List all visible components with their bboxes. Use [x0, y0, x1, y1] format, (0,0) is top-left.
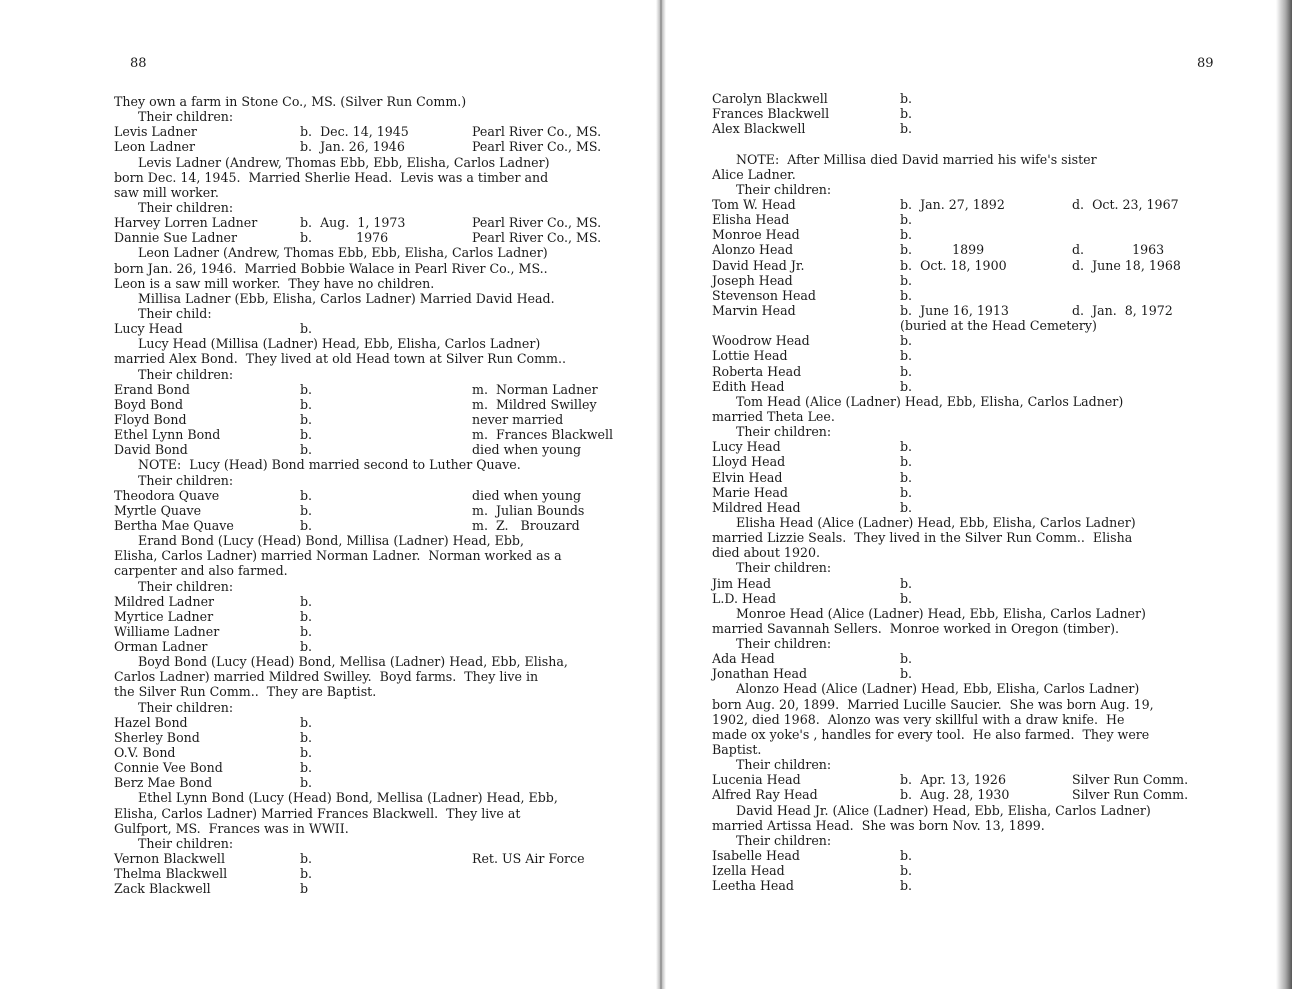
line-text: Orman Ladner — [114, 639, 208, 655]
text-line — [712, 348, 1252, 363]
text-line — [114, 473, 644, 488]
line-text: Levis Ladner — [114, 124, 197, 140]
line-text: Floyd Bond — [114, 411, 187, 427]
line-column-1: b. — [300, 760, 313, 776]
text-line — [114, 790, 644, 805]
line-text: Myrtle Quave — [114, 502, 202, 518]
text-line — [114, 291, 644, 306]
text-line — [114, 200, 644, 215]
text-line — [114, 109, 644, 124]
line-text: Alfred Ray Head — [712, 787, 818, 803]
text-line — [114, 836, 644, 851]
line-text: Their children: — [712, 757, 832, 773]
text-line — [114, 367, 644, 382]
text-line — [712, 242, 1252, 257]
line-column-1: b. — [300, 851, 313, 867]
text-line — [114, 276, 644, 291]
line-column-1: b. Jan. 26, 1946 — [300, 139, 405, 155]
text-line — [114, 609, 644, 624]
text-line — [114, 397, 644, 412]
line-text: Elvin Head — [712, 469, 783, 485]
line-column-1: b. — [900, 499, 913, 515]
book-gutter — [656, 0, 666, 989]
line-text: Alice Ladner. — [712, 166, 796, 182]
text-line — [712, 863, 1252, 878]
text-line — [114, 594, 644, 609]
text-line — [114, 851, 644, 866]
line-column-1: b. — [900, 348, 913, 364]
text-line — [712, 878, 1252, 893]
line-column-1: b. — [900, 227, 913, 243]
line-column-2: d. Jan. 8, 1972 — [1072, 302, 1173, 318]
line-column-1: b. — [300, 639, 313, 655]
line-text: Izella Head — [712, 863, 785, 879]
line-column-1: b. — [300, 381, 313, 397]
line-column-2: Silver Run Comm. — [1072, 787, 1189, 803]
line-text: Leon is a saw mill worker. They have no children. — [114, 275, 435, 291]
line-column-1: b. — [300, 608, 313, 624]
text-line — [712, 833, 1252, 848]
line-column-2: d. Oct. 23, 1967 — [1072, 196, 1179, 212]
text-line — [114, 94, 644, 109]
text-line — [712, 136, 1252, 151]
line-text: Their children: — [114, 835, 234, 851]
line-text: Baptist. — [712, 742, 762, 758]
text-line — [114, 457, 644, 472]
text-line — [712, 394, 1252, 409]
line-text: Tom Head (Alice (Ladner) Head, Ebb, Elisha, Carlos Ladner) — [712, 393, 1124, 409]
text-line — [712, 303, 1252, 318]
text-line — [712, 182, 1252, 197]
text-line — [114, 806, 644, 821]
line-text: Thelma Blackwell — [114, 866, 228, 882]
line-text: Their children: — [114, 699, 234, 715]
line-column-1: b. — [900, 848, 913, 864]
text-line — [114, 245, 644, 260]
line-text: married Lizzie Seals. They lived in the Silver Run Comm.. Elisha — [712, 530, 1133, 546]
line-text: Joseph Head — [712, 272, 793, 288]
text-line — [114, 775, 644, 790]
text-line — [712, 651, 1252, 666]
text-line — [114, 684, 644, 699]
text-line — [712, 560, 1252, 575]
line-text: saw mill worker. — [114, 184, 219, 200]
text-line — [712, 197, 1252, 212]
text-line — [712, 818, 1252, 833]
line-text: David Head Jr. (Alice (Ladner) Head, Ebb, Elisha, Carlos Ladner) — [712, 802, 1151, 818]
text-line — [712, 409, 1252, 424]
text-line — [114, 488, 644, 503]
line-column-1: b — [300, 881, 309, 897]
line-column-1: b. — [300, 411, 313, 427]
text-line — [712, 666, 1252, 681]
line-column-1: b. — [300, 396, 313, 412]
line-text: Woodrow Head — [712, 333, 810, 349]
line-column-1: b. Dec. 14, 1945 — [300, 124, 409, 140]
right-page-number: 89 — [1197, 56, 1214, 71]
text-line — [712, 591, 1252, 606]
text-line — [712, 106, 1252, 121]
line-column-1: b. — [900, 863, 913, 879]
text-line — [712, 500, 1252, 515]
line-column-1: b. June 16, 1913 — [900, 302, 1009, 318]
text-line — [712, 727, 1252, 742]
text-line — [114, 745, 644, 760]
line-text: They own a farm in Stone Co., MS. (Silver Run Comm.) — [114, 94, 467, 109]
line-column-2: m. Norman Ladner — [472, 381, 598, 397]
line-text: married Artissa Head. She was born Nov. 13, 1899. — [712, 817, 1045, 833]
line-column-1: b. — [300, 775, 313, 791]
line-text: Elisha, Carlos Ladner) married Norman Ladner. Norman worked as a — [114, 548, 562, 564]
line-text: made ox yoke's , handles for every tool. He also farmed. They were — [712, 726, 1150, 742]
line-column-1: b. — [900, 378, 913, 394]
text-line — [712, 152, 1252, 167]
line-column-1: b. — [900, 106, 913, 122]
line-column-1: b. — [300, 745, 313, 761]
text-line — [712, 470, 1252, 485]
line-column-2: died when young — [472, 487, 582, 503]
line-column-1: (buried at the Head Cemetery) — [900, 318, 1097, 334]
text-line — [114, 760, 644, 775]
line-column-1: b. 1976 — [300, 230, 389, 246]
line-text: NOTE: Lucy (Head) Bond married second to Luther Quave. — [114, 457, 521, 473]
text-line — [712, 621, 1252, 636]
text-line — [114, 230, 644, 245]
line-column-1: b. — [900, 454, 913, 470]
line-column-1: b. — [300, 623, 313, 639]
line-text: Lloyd Head — [712, 454, 786, 470]
line-column-1: b. Aug. 28, 1930 — [900, 787, 1010, 803]
text-line — [712, 424, 1252, 439]
line-text: Their children: — [712, 181, 832, 197]
text-line — [114, 412, 644, 427]
line-column-2: m. Z. Brouzard — [472, 517, 580, 533]
text-line — [712, 515, 1252, 530]
line-text: Marvin Head — [712, 302, 796, 318]
line-text: Jim Head — [712, 575, 772, 591]
line-text: Their children: — [114, 109, 234, 125]
line-text: Millisa Ladner (Ebb, Elisha, Carlos Ladner) Married David Head. — [114, 290, 555, 306]
text-line — [712, 258, 1252, 273]
line-text: Isabelle Head — [712, 848, 800, 864]
line-column-1: b. Apr. 13, 1926 — [900, 772, 1006, 788]
line-text: Hazel Bond — [114, 714, 188, 730]
text-line — [712, 636, 1252, 651]
text-line — [712, 772, 1252, 787]
text-line — [114, 518, 644, 533]
text-line — [712, 848, 1252, 863]
line-text: Stevenson Head — [712, 287, 816, 303]
line-column-2: Ret. US Air Force — [472, 851, 585, 867]
line-text: David Head Jr. — [712, 257, 805, 273]
text-line — [114, 866, 644, 881]
line-text: Leon Ladner — [114, 139, 196, 155]
text-line — [712, 757, 1252, 772]
text-line — [114, 563, 644, 578]
text-line — [114, 579, 644, 594]
line-text: Theodora Quave — [114, 487, 220, 503]
line-column-1: b. — [900, 272, 913, 288]
line-text: Boyd Bond (Lucy (Head) Bond, Mellisa (Ladner) Head, Ebb, Elisha, — [114, 654, 568, 670]
line-text: Tom W. Head — [712, 196, 796, 212]
line-text: married Alex Bond. They lived at old Head town at Silver Run Comm.. — [114, 351, 566, 367]
line-text: Bertha Mae Quave — [114, 517, 234, 533]
line-text: Edith Head — [712, 378, 785, 394]
line-text: Alonzo Head (Alice (Ladner) Head, Ebb, Elisha, Carlos Ladner) — [712, 681, 1140, 697]
line-column-2: m. Frances Blackwell — [472, 427, 614, 443]
line-column-1: b. — [300, 487, 313, 503]
line-text: Lucy Head — [114, 321, 183, 337]
line-text: Lucenia Head — [712, 772, 801, 788]
text-line — [114, 261, 644, 276]
line-text: Their children: — [114, 578, 234, 594]
text-line — [114, 155, 644, 170]
line-text: Zack Blackwell — [114, 881, 211, 897]
text-line — [712, 212, 1252, 227]
line-text: born Dec. 14, 1945. Married Sherlie Head. Levis was a timber and — [114, 169, 549, 185]
text-line — [114, 715, 644, 730]
text-line — [712, 167, 1252, 182]
text-line — [712, 545, 1252, 560]
line-text: Sherley Bond — [114, 729, 200, 745]
text-line — [712, 318, 1252, 333]
text-line — [712, 121, 1252, 136]
line-text: Berz Mae Bond — [114, 775, 213, 791]
text-line — [114, 215, 644, 230]
line-text: Carolyn Blackwell — [712, 91, 828, 106]
line-text: Elisha, Carlos Ladner) Married Frances Blackwell. They live at — [114, 805, 521, 821]
line-text: Lucy Head (Millisa (Ladner) Head, Ebb, Elisha, Carlos Ladner) — [114, 336, 541, 352]
line-column-1: b. — [900, 590, 913, 606]
line-text: Williame Ladner — [114, 623, 220, 639]
line-text: David Bond — [114, 442, 188, 458]
line-column-1: b. — [300, 517, 313, 533]
line-text: L.D. Head — [712, 590, 777, 606]
line-text: Their children: — [712, 424, 832, 440]
line-text: married Savannah Sellers. Monroe worked in Oregon (timber). — [712, 620, 1119, 636]
line-text: Jonathan Head — [712, 666, 808, 682]
text-line — [712, 273, 1252, 288]
line-text: Gulfport, MS. Frances was in WWII. — [114, 820, 349, 836]
line-column-2: m. Mildred Swilley — [472, 396, 597, 412]
text-line — [712, 288, 1252, 303]
line-text: Connie Vee Bond — [114, 760, 223, 776]
line-column-1: b. — [900, 469, 913, 485]
text-line — [712, 712, 1252, 727]
text-line — [712, 439, 1252, 454]
line-column-2: died when young — [472, 442, 582, 458]
line-column-1: b. — [300, 714, 313, 730]
line-text: the Silver Run Comm.. They are Baptist. — [114, 684, 377, 700]
text-line — [114, 170, 644, 185]
line-text: Carlos Ladner) married Mildred Swilley. Boyd farms. They live in — [114, 669, 539, 685]
text-line — [114, 548, 644, 563]
line-text: Lottie Head — [712, 348, 788, 364]
text-line — [712, 606, 1252, 621]
line-column-1: b. — [900, 121, 913, 137]
line-text: Dannie Sue Ladner — [114, 230, 238, 246]
text-line — [712, 485, 1252, 500]
line-text: died about 1920. — [712, 545, 820, 561]
line-column-1: b. — [900, 651, 913, 667]
text-line — [712, 787, 1252, 802]
line-text: Leetha Head — [712, 878, 794, 894]
line-text: Myrtice Ladner — [114, 608, 214, 624]
line-text: carpenter and also farmed. — [114, 563, 288, 579]
line-column-1: b. — [900, 575, 913, 591]
line-text: Alonzo Head — [712, 242, 794, 258]
page-edge-shadow — [1276, 0, 1292, 989]
line-column-1: b. — [900, 878, 913, 894]
line-text: Erand Bond — [114, 381, 190, 397]
line-column-1: b. Jan. 27, 1892 — [900, 196, 1005, 212]
text-line — [114, 700, 644, 715]
text-line — [114, 351, 644, 366]
line-text: Vernon Blackwell — [114, 851, 225, 867]
line-text: Their children: — [712, 636, 832, 652]
line-text: Ethel Lynn Bond (Lucy (Head) Bond, Mellisa (Ladner) Head, Ebb, — [114, 790, 558, 806]
line-text: Mildred Head — [712, 499, 801, 515]
text-line — [114, 442, 644, 457]
left-page-number: 88 — [130, 56, 147, 71]
line-column-2: Pearl River Co., MS. — [472, 124, 602, 140]
text-line — [114, 624, 644, 639]
line-text: O.V. Bond — [114, 745, 176, 761]
line-column-2: never married — [472, 411, 564, 427]
line-text: Mildred Ladner — [114, 593, 215, 609]
text-line — [712, 379, 1252, 394]
line-text: married Theta Lee. — [712, 408, 835, 424]
line-text: Their children: — [712, 560, 832, 576]
right-page-text — [712, 91, 1252, 893]
line-column-1: b. — [300, 593, 313, 609]
line-column-1: b. — [900, 363, 913, 379]
line-column-1: b. — [900, 212, 913, 228]
line-column-2: Silver Run Comm. — [1072, 772, 1189, 788]
text-line — [114, 382, 644, 397]
line-text: Marie Head — [712, 484, 788, 500]
line-column-1: b. — [900, 287, 913, 303]
line-column-2: d. 1963 — [1072, 242, 1165, 258]
line-text: Erand Bond (Lucy (Head) Bond, Millisa (Ladner) Head, Ebb, — [114, 533, 524, 549]
line-column-1: b. — [300, 321, 313, 337]
text-line — [712, 803, 1252, 818]
line-column-1: b. 1899 — [900, 242, 985, 258]
text-line — [712, 681, 1252, 696]
text-line — [114, 139, 644, 154]
line-column-2: Pearl River Co., MS. — [472, 139, 602, 155]
line-column-1: b. — [900, 666, 913, 682]
line-text: Lucy Head — [712, 439, 781, 455]
text-line — [114, 427, 644, 442]
text-line — [114, 821, 644, 836]
line-text: Boyd Bond — [114, 396, 184, 412]
text-line — [114, 669, 644, 684]
line-text: Leon Ladner (Andrew, Thomas Ebb, Ebb, Elisha, Carlos Ladner) — [114, 245, 548, 261]
line-column-1: b. — [300, 427, 313, 443]
text-line — [712, 742, 1252, 757]
text-line — [114, 881, 644, 896]
text-line — [114, 185, 644, 200]
line-text: Frances Blackwell — [712, 106, 830, 122]
line-column-2: Pearl River Co., MS. — [472, 230, 602, 246]
left-page-text — [114, 94, 644, 896]
text-line — [712, 530, 1252, 545]
text-line — [114, 503, 644, 518]
line-column-2: Pearl River Co., MS. — [472, 215, 602, 231]
line-text: Their children: — [712, 832, 832, 848]
text-line — [712, 333, 1252, 348]
line-column-1: b. — [300, 729, 313, 745]
line-column-1: b. — [900, 333, 913, 349]
line-text: Roberta Head — [712, 363, 802, 379]
line-column-1: b. — [300, 866, 313, 882]
text-line — [712, 91, 1252, 106]
line-text: Ada Head — [712, 651, 775, 667]
line-column-1: b. Aug. 1, 1973 — [300, 215, 406, 231]
text-line — [114, 639, 644, 654]
line-text: Ethel Lynn Bond — [114, 427, 221, 443]
line-text: NOTE: After Millisa died David married his wife's sister — [712, 151, 1097, 167]
line-text: Their children: — [114, 199, 234, 215]
line-text: born Aug. 20, 1899. Married Lucille Saucier. She was born Aug. 19, — [712, 696, 1154, 712]
text-line — [712, 697, 1252, 712]
line-text: Their children: — [114, 472, 234, 488]
line-text: Monroe Head — [712, 227, 800, 243]
text-line — [712, 364, 1252, 379]
text-line — [114, 336, 644, 351]
line-column-1: b. Oct. 18, 1900 — [900, 257, 1007, 273]
line-text: Elisha Head — [712, 212, 790, 228]
text-line — [712, 576, 1252, 591]
text-line — [712, 454, 1252, 469]
line-text: Elisha Head (Alice (Ladner) Head, Ebb, Elisha, Carlos Ladner) — [712, 514, 1136, 530]
line-column-2: d. June 18, 1968 — [1072, 257, 1181, 273]
text-line — [114, 654, 644, 669]
line-text: Their children: — [114, 366, 234, 382]
line-text: Alex Blackwell — [712, 121, 806, 137]
line-text: Levis Ladner (Andrew, Thomas Ebb, Ebb, Elisha, Carlos Ladner) — [114, 154, 550, 170]
line-column-1: b. — [900, 484, 913, 500]
text-line — [114, 306, 644, 321]
line-column-1: b. — [300, 442, 313, 458]
line-column-1: b. — [300, 502, 313, 518]
text-line — [114, 533, 644, 548]
line-text: 1902, died 1968. Alonzo was very skillful with a draw knife. He — [712, 711, 1125, 727]
line-column-1: b. — [900, 439, 913, 455]
line-text: born Jan. 26, 1946. Married Bobbie Walace in Pearl River Co., MS.. — [114, 260, 548, 276]
line-text: Their child: — [114, 305, 212, 321]
line-column-2: m. Julian Bounds — [472, 502, 585, 518]
text-line — [712, 227, 1252, 242]
line-text: Harvey Lorren Ladner — [114, 215, 258, 231]
text-line — [114, 124, 644, 139]
text-line — [114, 730, 644, 745]
text-line — [114, 321, 644, 336]
line-column-1: b. — [900, 91, 913, 106]
line-text: Monroe Head (Alice (Ladner) Head, Ebb, Elisha, Carlos Ladner) — [712, 605, 1146, 621]
